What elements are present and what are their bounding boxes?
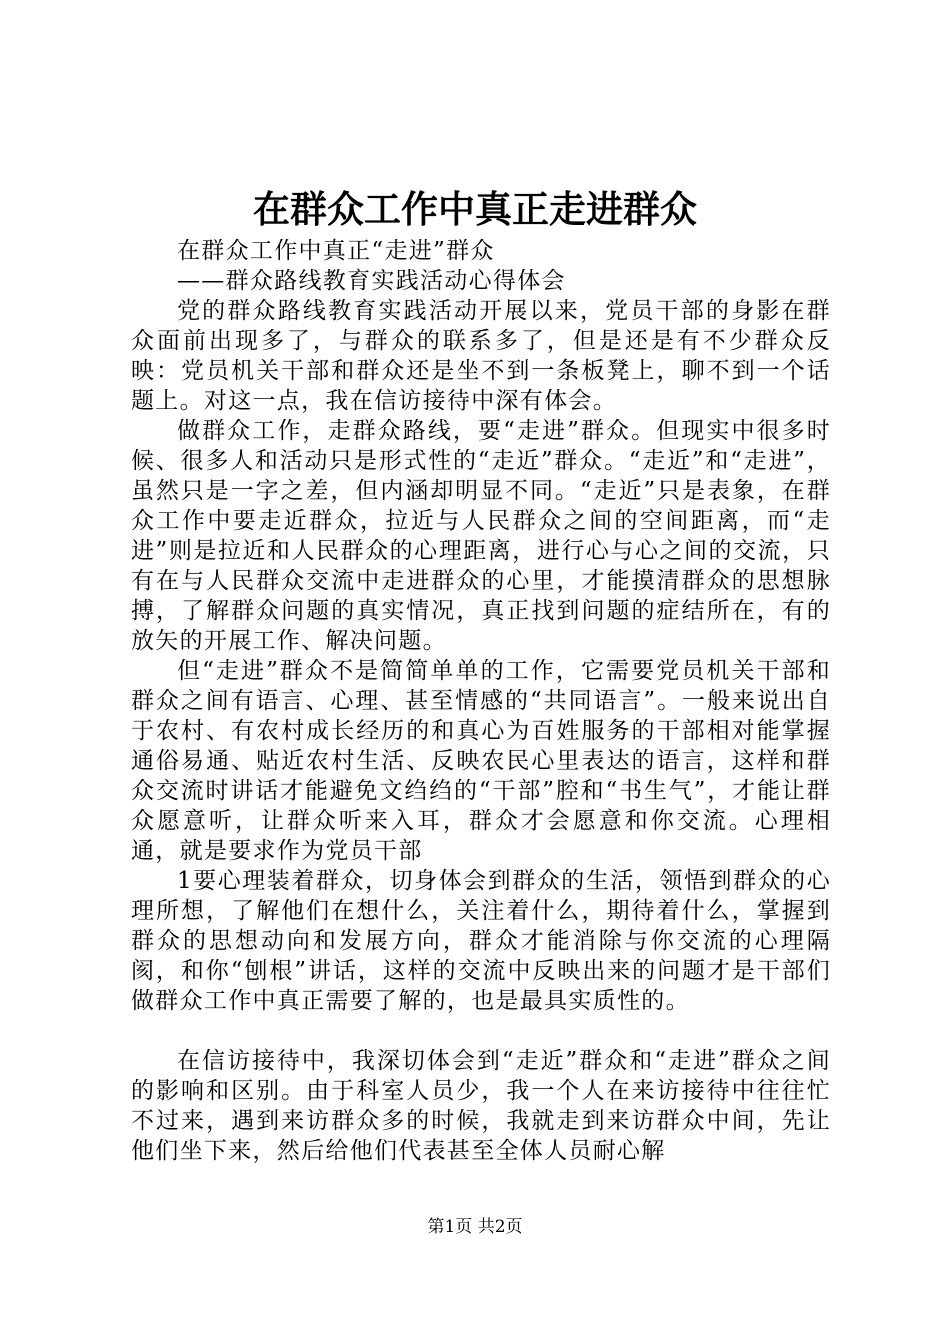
- body-paragraph: 做群众工作，走群众路线，要“走进”群众。但现实中很多时候、很多人和活动只是形式性的“走近”群众。“走近”和“走进”，虽然只是一字之差，但内涵却明显不同。“走近”只是表象，在群众工作中要走近群众，拉近与人民群众之间的空间距离，而“走进”则是拉近和人民群众的心理距离，进行心与心之间的交流，只有在与人民群众交流中走进群众的心里，才能摸清群众的思想脉搏，了解群众问题的真实情况，真正找到问题的症结所在，有的放矢的开展工作、解决问题。: [131, 418, 831, 654]
- subtitle-caption: ——群众路线教育实践活动心得体会: [177, 268, 566, 294]
- page-number-footer: 第1页 共2页: [427, 1217, 523, 1237]
- document-body: [131, 236, 831, 1166]
- body-paragraph: 但“走进”群众不是简简单单的工作，它需要党员机关干部和群众之间有语言、心理、甚至情感的“共同语言”。一般来说出自于农村、有农村成长经历的和真心为百姓服务的干部相对能掌握通俗易通、贴近农村生活、反映农民心里表达的语言，这样和群众交流时讲话才能避免文绉绉的“干部”腔和“书生气”，才能让群众愿意听，让群众听来入耳，群众才会愿意和你交流。心理相通，就是要求作为党员干部: [131, 658, 831, 864]
- body-paragraph: 1要心理装着群众，切身体会到群众的生活，领悟到群众的心理所想，了解他们在想什么，关注着什么，期待着什么，掌握到群众的思想动向和发展方向，群众才能消除与你交流的心理隔阂，和你“刨根”讲话，这样的交流中反映出来的问题才是干部们做群众工作中真正需要了解的，也是最具实质性的。: [131, 868, 831, 1014]
- body-paragraph: 党的群众路线教育实践活动开展以来，党员干部的身影在群众面前出现多了，与群众的联系多了，但是还是有不少群众反映：党员机关干部和群众还是坐不到一条板凳上，聊不到一个话题上。对这一点，我在信访接待中深有体会。: [131, 298, 831, 414]
- body-paragraph: 在信访接待中，我深切体会到“走近”群众和“走进”群众之间的影响和区别。由于科室人员少，我一个人在来访接待中往往忙不过来，遇到来访群众多的时候，我就走到来访群众中间，先让他们坐下来，然后给他们代表甚至全体人员耐心解: [131, 1048, 831, 1164]
- subtitle-line: 在群众工作中真正“走进”群众: [177, 238, 495, 264]
- document-title: 在群众工作中真正走进群众: [253, 187, 697, 231]
